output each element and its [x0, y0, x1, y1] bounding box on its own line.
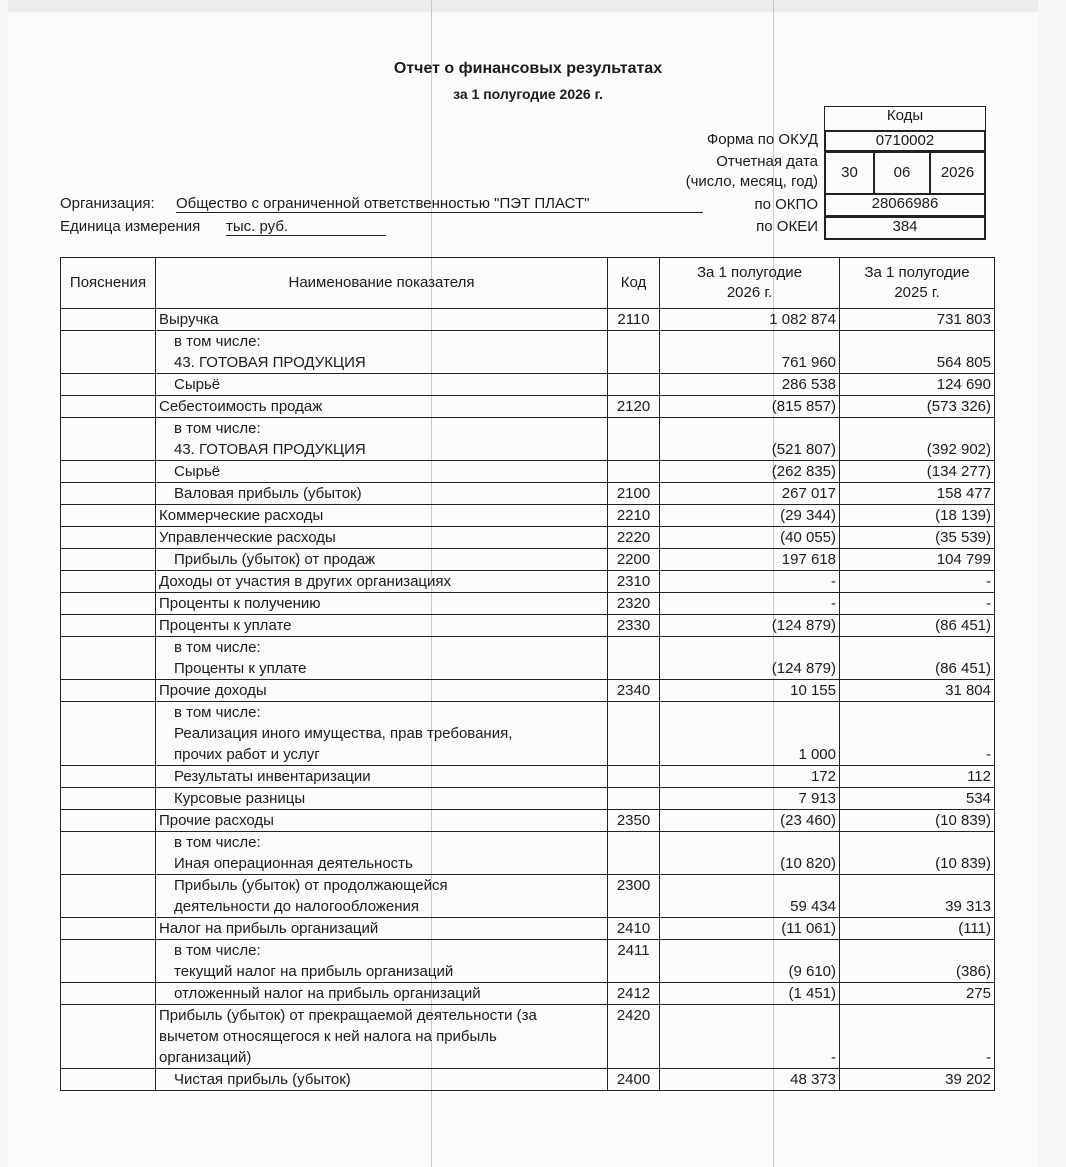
unit-label: Единица измерения [60, 218, 201, 235]
note-cell [61, 940, 156, 983]
table-row [61, 983, 995, 1005]
indicator-name: Сырьё [174, 463, 221, 480]
indicator-name: Прибыль (убыток) от продаж [174, 551, 376, 568]
current-period-value: (124 879) [660, 615, 840, 637]
note-cell [61, 1005, 156, 1069]
including-label: в том числе: [174, 942, 261, 959]
indicator-name: текущий налог на прибыль организаций [174, 963, 454, 980]
indicator-name: Себестоимость продаж [159, 398, 323, 415]
line-code-cell: 2110 [608, 309, 660, 331]
indicator-name: Сырьё [174, 376, 221, 393]
including-label: в том числе: [174, 333, 261, 350]
org-label: Организация: [60, 195, 155, 212]
indicator-name: Доходы от участия в других организациях [159, 573, 452, 590]
table-row [61, 766, 995, 788]
table-row [61, 832, 995, 875]
indicator-name-cell [156, 918, 608, 940]
line-code-cell: 2330 [608, 615, 660, 637]
table-row [61, 593, 995, 615]
previous-period-value: 564 805 [840, 331, 995, 374]
note-cell [61, 593, 156, 615]
table-row [61, 680, 995, 702]
previous-period-value: 534 [840, 788, 995, 810]
indicator-name-cell [156, 766, 608, 788]
indicator-name-cell [156, 832, 608, 875]
line-code-cell [608, 788, 660, 810]
indicator-name-cell [156, 788, 608, 810]
indicator-name: Проценты к уплате [159, 617, 292, 634]
line-code-cell [608, 331, 660, 374]
indicator-name: Результаты инвентаризации [174, 768, 371, 785]
indicator-name: Прибыль (убыток) от прекращаемой деятельности (за [159, 1007, 537, 1024]
note-cell [61, 702, 156, 766]
current-period-value: (1 451) [660, 983, 840, 1005]
current-period-value: 267 017 [660, 483, 840, 505]
org-name: Общество с ограниченной ответственностью "ПЭТ ПЛАСТ" [176, 195, 703, 213]
note-cell [61, 788, 156, 810]
current-period-value: - [660, 1005, 840, 1069]
current-period-value: (262 835) [660, 461, 840, 483]
indicator-name-cell [156, 483, 608, 505]
current-period-value: (23 460) [660, 810, 840, 832]
indicator-name: 43. ГОТОВАЯ ПРОДУКЦИЯ [174, 441, 366, 458]
line-code-cell: 2350 [608, 810, 660, 832]
col-header-previous-line2: 2025 г. [894, 284, 940, 301]
indicator-name: Выручка [159, 311, 219, 328]
previous-period-value: 731 803 [840, 309, 995, 331]
okpo-value: 28066986 [824, 194, 986, 216]
line-code-cell [608, 461, 660, 483]
current-period-value: 172 [660, 766, 840, 788]
table-row [61, 1005, 995, 1069]
including-label: в том числе: [174, 639, 261, 656]
line-code-cell: 2400 [608, 1069, 660, 1091]
indicator-name: Прочие доходы [159, 682, 267, 699]
current-period-value: 59 434 [660, 875, 840, 918]
note-cell [61, 374, 156, 396]
indicator-name-cell [156, 331, 608, 374]
table-row [61, 461, 995, 483]
indicator-name-cell [156, 1069, 608, 1091]
line-code-cell: 2340 [608, 680, 660, 702]
col-header-code: Код [608, 258, 660, 309]
indicator-name-cell [156, 702, 608, 766]
previous-period-value: 39 202 [840, 1069, 995, 1091]
note-cell [61, 505, 156, 527]
table-row [61, 637, 995, 680]
okei-value: 384 [824, 216, 986, 240]
current-period-value: - [660, 571, 840, 593]
table-row [61, 702, 995, 766]
note-cell [61, 309, 156, 331]
current-period-value: (815 857) [660, 396, 840, 418]
col-header-name: Наименование показателя [156, 258, 608, 309]
current-period-value: 1 082 874 [660, 309, 840, 331]
current-period-value: (10 820) [660, 832, 840, 875]
previous-period-value: (111) [840, 918, 995, 940]
date-day: 30 [824, 152, 874, 194]
report-title: Отчет о финансовых результатах [393, 60, 663, 77]
table-row [61, 810, 995, 832]
current-period-value: 286 538 [660, 374, 840, 396]
current-period-value: (521 807) [660, 418, 840, 461]
note-cell [61, 571, 156, 593]
table-row [61, 571, 995, 593]
okud-label: Форма по ОКУД [706, 131, 818, 148]
note-cell [61, 875, 156, 918]
current-period-value: (9 610) [660, 940, 840, 983]
date-year: 2026 [930, 152, 986, 194]
indicator-name-cell [156, 527, 608, 549]
note-cell [61, 680, 156, 702]
previous-period-value: (573 326) [840, 396, 995, 418]
line-code-cell: 2410 [608, 918, 660, 940]
table-row [61, 505, 995, 527]
table-row [61, 331, 995, 374]
indicator-name: прочих работ и услуг [174, 746, 320, 763]
indicator-name: Проценты к уплате [174, 660, 307, 677]
table-row [61, 483, 995, 505]
note-cell [61, 461, 156, 483]
okei-label: по ОКЕИ [756, 218, 818, 235]
previous-period-value: (10 839) [840, 810, 995, 832]
note-cell [61, 396, 156, 418]
previous-period-value: 158 477 [840, 483, 995, 505]
report-period: за 1 полугодие 2026 г. [453, 86, 603, 102]
okud-value: 0710002 [824, 130, 986, 152]
indicator-name: Проценты к получению [159, 595, 321, 612]
line-code-cell [608, 766, 660, 788]
line-code-cell: 2220 [608, 527, 660, 549]
current-period-value: 48 373 [660, 1069, 840, 1091]
indicator-name-cell [156, 396, 608, 418]
indicator-name-cell [156, 505, 608, 527]
note-cell [61, 483, 156, 505]
table-row [61, 788, 995, 810]
line-code-cell [608, 374, 660, 396]
line-code-cell: 2200 [608, 549, 660, 571]
document-page [8, 0, 1038, 1167]
indicator-name-cell [156, 875, 608, 918]
table-row [61, 374, 995, 396]
note-cell [61, 810, 156, 832]
note-cell [61, 418, 156, 461]
previous-period-value: - [840, 571, 995, 593]
indicator-name-cell [156, 680, 608, 702]
previous-period-value: (86 451) [840, 615, 995, 637]
table-row [61, 1069, 995, 1091]
indicator-name-cell [156, 810, 608, 832]
indicator-name-cell [156, 1005, 608, 1069]
unit-value: тыс. руб. [226, 218, 386, 236]
col-header-current [660, 258, 840, 309]
indicator-name-cell [156, 983, 608, 1005]
note-cell [61, 549, 156, 571]
col-header-current-line2: 2026 г. [726, 284, 773, 301]
col-header-previous [840, 258, 995, 309]
table-row [61, 615, 995, 637]
table-row [61, 940, 995, 983]
line-code-cell: 2300 [608, 875, 660, 918]
line-code-cell: 2310 [608, 571, 660, 593]
date-label-hint: (число, месяц, год) [685, 173, 818, 190]
financial-results-table [60, 257, 995, 1091]
indicator-name-cell [156, 549, 608, 571]
previous-period-value: 104 799 [840, 549, 995, 571]
indicator-name-cell [156, 615, 608, 637]
indicator-name-cell [156, 571, 608, 593]
date-month: 06 [874, 152, 930, 194]
current-period-value: - [660, 593, 840, 615]
indicator-name-cell [156, 637, 608, 680]
indicator-name: Курсовые разницы [174, 790, 306, 807]
note-cell [61, 637, 156, 680]
note-cell [61, 766, 156, 788]
indicator-name: 43. ГОТОВАЯ ПРОДУКЦИЯ [174, 354, 366, 371]
col-header-previous-line1: За 1 полугодие [864, 264, 970, 281]
indicator-name-cell [156, 940, 608, 983]
current-period-value: 197 618 [660, 549, 840, 571]
previous-period-value: (86 451) [840, 637, 995, 680]
line-code-cell: 2120 [608, 396, 660, 418]
indicator-name: Коммерческие расходы [159, 507, 324, 524]
indicator-name-cell [156, 309, 608, 331]
previous-period-value: (18 139) [840, 505, 995, 527]
line-code-cell [608, 637, 660, 680]
current-period-value: (40 055) [660, 527, 840, 549]
indicator-name: Прибыль (убыток) от продолжающейся [174, 877, 448, 894]
note-cell [61, 527, 156, 549]
indicator-name-cell [156, 374, 608, 396]
current-period-value: (11 061) [660, 918, 840, 940]
col-header-note: Пояснения [61, 258, 156, 309]
indicator-name: Управленческие расходы [159, 529, 336, 546]
previous-period-value: 275 [840, 983, 995, 1005]
indicator-name: Чистая прибыль (убыток) [174, 1071, 351, 1088]
table-row [61, 918, 995, 940]
line-code-cell: 2210 [608, 505, 660, 527]
line-code-cell [608, 702, 660, 766]
previous-period-value: 39 313 [840, 875, 995, 918]
okpo-label: по ОКПО [754, 196, 818, 213]
including-label: в том числе: [174, 704, 261, 721]
scan-top-edge [8, 0, 1038, 12]
indicator-name-cell [156, 418, 608, 461]
indicator-name-cell [156, 593, 608, 615]
note-cell [61, 983, 156, 1005]
note-cell [61, 1069, 156, 1091]
note-cell [61, 918, 156, 940]
previous-period-value: 31 804 [840, 680, 995, 702]
col-header-current-line1: За 1 полугодие [696, 264, 803, 281]
current-period-value: 1 000 [660, 702, 840, 766]
previous-period-value: - [840, 1005, 995, 1069]
current-period-value: 10 155 [660, 680, 840, 702]
table-row [61, 309, 995, 331]
previous-period-value: - [840, 702, 995, 766]
indicator-name: организаций) [159, 1049, 252, 1066]
previous-period-value: (392 902) [840, 418, 995, 461]
current-period-value: 761 960 [660, 331, 840, 374]
including-label: в том числе: [174, 420, 261, 437]
indicator-name: Реализация иного имущества, прав требования, [174, 725, 513, 742]
date-label: Отчетная дата [716, 153, 818, 170]
line-code-cell [608, 418, 660, 461]
table-row [61, 875, 995, 918]
note-cell [61, 615, 156, 637]
previous-period-value: (10 839) [840, 832, 995, 875]
previous-period-value: (35 539) [840, 527, 995, 549]
previous-period-value: (386) [840, 940, 995, 983]
table-row [61, 396, 995, 418]
indicator-name: Иная операционная деятельность [174, 855, 413, 872]
indicator-name: отложенный налог на прибыль организаций [174, 985, 481, 1002]
table-row [61, 527, 995, 549]
previous-period-value: 112 [840, 766, 995, 788]
table-row [61, 418, 995, 461]
previous-period-value: - [840, 593, 995, 615]
previous-period-value: (134 277) [840, 461, 995, 483]
indicator-name-cell [156, 461, 608, 483]
indicator-name: деятельности до налогообложения [174, 898, 420, 915]
note-cell [61, 832, 156, 875]
line-code-cell: 2412 [608, 983, 660, 1005]
current-period-value: (124 879) [660, 637, 840, 680]
current-period-value: 7 913 [660, 788, 840, 810]
indicator-name: вычетом относящегося к ней налога на прибыль [159, 1028, 497, 1045]
line-code-cell: 2411 [608, 940, 660, 983]
previous-period-value: 124 690 [840, 374, 995, 396]
line-code-cell: 2420 [608, 1005, 660, 1069]
table-header-row [61, 258, 995, 309]
note-cell [61, 331, 156, 374]
line-code-cell: 2100 [608, 483, 660, 505]
including-label: в том числе: [174, 834, 261, 851]
indicator-name: Валовая прибыль (убыток) [174, 485, 362, 502]
indicator-name: Прочие расходы [159, 812, 274, 829]
current-period-value: (29 344) [660, 505, 840, 527]
codes-header: Коды [824, 106, 986, 130]
line-code-cell [608, 832, 660, 875]
line-code-cell: 2320 [608, 593, 660, 615]
table-row [61, 549, 995, 571]
indicator-name: Налог на прибыль организаций [159, 920, 379, 937]
